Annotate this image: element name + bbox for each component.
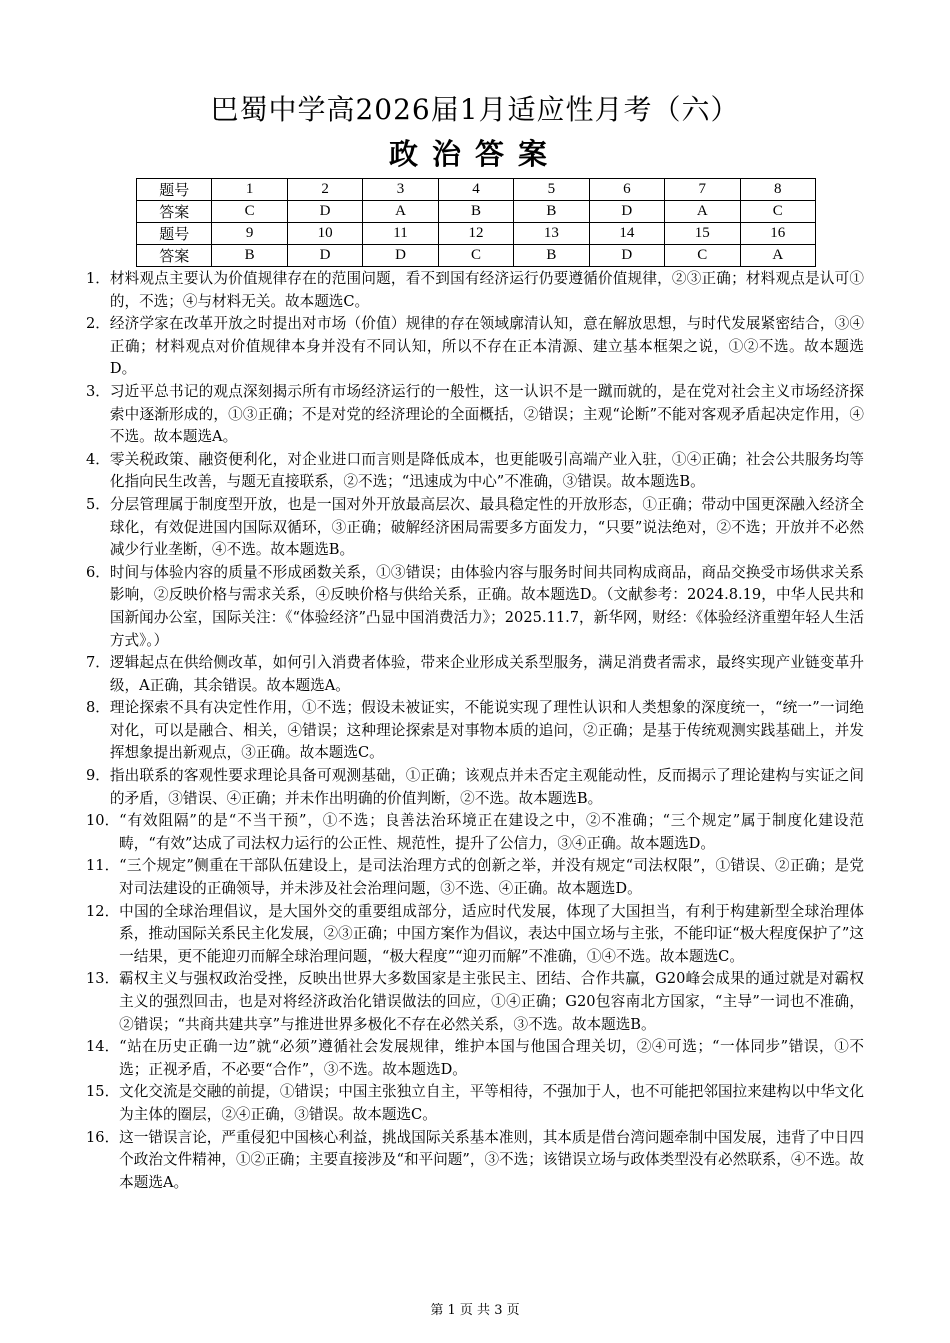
explanation-item [86, 810, 864, 855]
answer-table-row [137, 223, 816, 245]
item-text: 理论探索不具有决定性作用，①不选；假设未被证实，不能说实现了理性认识和人类想象的深度统一，“统一”一词绝对化，可以是融合、相关，④错误；这种理论探索是对事物本质的追问，②正确；是基于传统观测实践基础上，并发挥想象提出新观点，③正确。故本题选C。 [109, 699, 864, 762]
item-number: 2． [86, 315, 110, 333]
answer-table [136, 178, 816, 267]
answer-table-cell: D [363, 245, 438, 267]
explanation-item [86, 765, 864, 810]
explanation-item [86, 268, 864, 313]
answer-table-cell: 9 [212, 223, 287, 245]
item-number: 4． [86, 450, 110, 468]
item-number: 16． [86, 1128, 120, 1146]
answer-table-cell: B [212, 245, 287, 267]
answer-table-row [137, 201, 816, 223]
explanation-item [86, 855, 864, 900]
item-text: 分层管理属于制度型开放，也是一国对外开放最高层次、最具稳定性的开放形态，①正确；带动中国更深融入经济全球化，有效促进国内国际双循环，③正确；破解经济困局需要多方面发力，“只要”说法绝对，②不选；开放并不必然减少行业垄断，④不选。故本题选B。 [109, 495, 864, 559]
item-text: 逻辑起点在供给侧改革，如何引入消费者体验，带来企业形成关系型服务，满足消费者需求，最终实现产业链变革升级，A正确，其余错误。故本题选A。 [109, 654, 864, 694]
item-number: 9． [86, 767, 110, 785]
answer-table-row-header: 答案 [137, 245, 212, 267]
answer-table-cell: C [212, 201, 287, 223]
explanation-item [86, 313, 864, 381]
explanation-item [86, 652, 864, 697]
item-text: “站在历史正确一边”就“必须”遵循社会发展规律，维护本国与他国合理关切，②④可选；“一体同步”错误，①不选；正视矛盾，不必要“合作”，③不选。故本题选D。 [119, 1038, 864, 1078]
answer-table-cell: 10 [287, 223, 362, 245]
item-number: 5． [86, 495, 110, 513]
answer-table-cell: B [514, 245, 589, 267]
item-text: 零关税政策、融资便利化，对企业进口而言则是降低成本，也更能吸引高端产业入驻，①④正确；社会公共服务均等化指向民生改善，与题无直接联系，②不选；“迅速成为中心”不准确，③错误。故本题选B。 [109, 450, 864, 491]
answer-table-cell: D [287, 245, 362, 267]
item-number: 7． [86, 654, 110, 672]
explanation-item [86, 1036, 864, 1081]
answer-table-cell: 14 [589, 223, 664, 245]
item-number: 10． [86, 812, 120, 830]
page-footer: 第 1 页 共 3 页 [430, 1303, 520, 1318]
answer-table-cell: 2 [287, 179, 362, 201]
item-text: 霸权主义与强权政治受挫，反映出世界大多数国家是主张民主、团结、合作共赢，G20峰会成果的通过就是对霸权主义的强烈回击，也是对将经济政治化错误做法的回应，①④正确；G20包容南北方国家，“主导”一词也不准确，②错误；“共商共建共享”与推进世界多极化不存在必然关系，③不选。故本题选B。 [119, 970, 864, 1033]
answer-table-cell: B [438, 201, 513, 223]
answer-table-row-header: 题号 [137, 179, 212, 201]
item-text: 指出联系的客观性要求理论具备可观测基础，①正确；该观点并未否定主观能动性，反而揭示了理论建构与实证之间的矛盾，③错误、④正确；并未作出明确的价值判断，②不选。故本题选B。 [109, 767, 864, 807]
answer-table-cell: D [287, 201, 362, 223]
answer-table-cell: C [665, 245, 740, 267]
answer-table-cell: 8 [740, 179, 816, 201]
explanation-list [86, 268, 864, 1194]
explanation-item [86, 562, 864, 652]
answer-table-cell: A [665, 201, 740, 223]
item-text: 文化交流是交融的前提，①错误；中国主张独立自主，平等相待，不强加于人，也不可能把邻国拉来建构以中华文化为主体的圈层，②④正确，③错误。故本题选C。 [119, 1083, 864, 1123]
answer-table-cell: 3 [363, 179, 438, 201]
answer-table-cell: 5 [514, 179, 589, 201]
answer-table-cell: 7 [665, 179, 740, 201]
item-text: 时间与体验内容的质量不形成函数关系，①③错误；由体验内容与服务时间共同构成商品，商品交换受市场供求关系影响，②反映价格与需求关系，④反映价格与供给关系，正确。故本题选D。（文献参考：2024.8.19，中华人民共和国新闻办公室，国际关注：《“体验经济”凸显中国消费活力》；2025.11.7，新华网，财经：《体验经济重塑年轻人生活方式》。） [109, 563, 864, 649]
item-number: 1． [86, 270, 110, 287]
explanation-item [86, 381, 864, 449]
answer-table-cell: C [740, 201, 816, 223]
item-number: 12． [86, 902, 120, 920]
answer-table-cell: D [589, 245, 664, 267]
explanation-item [86, 968, 864, 1036]
answer-table-cell: D [589, 201, 664, 223]
answer-table-row-header: 答案 [137, 201, 212, 223]
answer-table-cell: 13 [514, 223, 589, 245]
explanation-item [86, 1127, 864, 1195]
answer-table-cell: 15 [665, 223, 740, 245]
answer-table-cell: B [514, 201, 589, 223]
item-number: 8． [86, 699, 110, 717]
item-text: 习近平总书记的观点深刻揭示所有市场经济运行的一般性，这一认识不是一蹴而就的，是在党对社会主义市场经济探索中逐渐形成的，①③正确；不是对党的经济理论的全面概括，②错误；主观“论断”不能对客观矛盾起决定作用，④不选。故本题选A。 [109, 382, 864, 446]
item-text: “三个规定”侧重在干部队伍建设上，是司法治理方式的创新之举，并没有规定“司法权限”，①错误、②正确；是党对司法建设的正确领导，并未涉及社会治理问题，③不选、④正确。故本题选D。 [119, 857, 864, 898]
item-text: 中国的全球治理倡议，是大国外交的重要组成部分，适应时代发展，体现了大国担当，有利于构建新型全球治理体系，推动国际关系民主化发展，②③正确；中国方案作为倡议，表达中国立场与主张，不能印证“极大程度保护了”这一结果，更不能迎刃而解全球治理问题，“极大程度”“迎刃而解”不准确，①④不选。故本题选C。 [119, 902, 864, 965]
answer-table-cell: A [363, 201, 438, 223]
document-title: 巴蜀中学高2026届1月适应性月考（六） [210, 93, 740, 126]
answer-table-cell: 12 [438, 223, 513, 245]
item-text: “有效阻隔”的是“不当干预”，①不选；良善法治环境正在建设之中，②不准确；“三个规定”属于制度化建设范畴，“有效”达成了司法权力运行的公正性、规范性，提升了公信力，③④正确。故本题选D。 [119, 812, 864, 852]
explanation-item [86, 494, 864, 562]
item-number: 15． [86, 1083, 120, 1101]
explanation-item [86, 697, 864, 765]
answer-table-cell: 16 [740, 223, 816, 245]
item-number: 3． [86, 382, 110, 400]
answer-table-row [137, 245, 816, 267]
item-number: 11． [86, 857, 120, 875]
explanation-item [86, 449, 864, 494]
explanation-item [86, 1081, 864, 1126]
item-text: 材料观点主要认为价值规律存在的范围问题，看不到国有经济运行仍要遵循价值规律，②③正确；材料观点是认可①的，不选；④与材料无关。故本题选C。 [109, 270, 864, 310]
answer-table-cell: 1 [212, 179, 287, 201]
answer-table-row-header: 题号 [137, 223, 212, 245]
item-number: 13． [86, 970, 120, 988]
answer-table-cell: 4 [438, 179, 513, 201]
answer-table-row [137, 179, 816, 201]
answer-table-cell: 6 [589, 179, 664, 201]
item-number: 6． [86, 563, 110, 581]
answer-table-cell: 11 [363, 223, 438, 245]
answer-table-cell: A [740, 245, 816, 267]
item-text: 这一错误言论，严重侵犯中国核心利益，挑战国际关系基本准则，其本质是借台湾问题牵制中国发展，违背了中日四个政治文件精神，①②正确；主要直接涉及“和平问题”，③不选；该错误立场与政体类型没有必然联系，④不选。故本题选A。 [119, 1128, 864, 1191]
item-text: 经济学家在改革开放之时提出对市场（价值）规律的存在领域廓清认知，意在解放思想，与时代发展紧密结合，③④正确；材料观点对价值规律本身并没有不同认知，所以不存在正本清源、建立基本框架之说，①②不选。故本题选D。 [109, 315, 864, 378]
document-subtitle: 政治答案 [388, 137, 561, 171]
item-number: 14． [86, 1038, 120, 1056]
explanation-item [86, 901, 864, 969]
answer-table-cell: C [438, 245, 513, 267]
